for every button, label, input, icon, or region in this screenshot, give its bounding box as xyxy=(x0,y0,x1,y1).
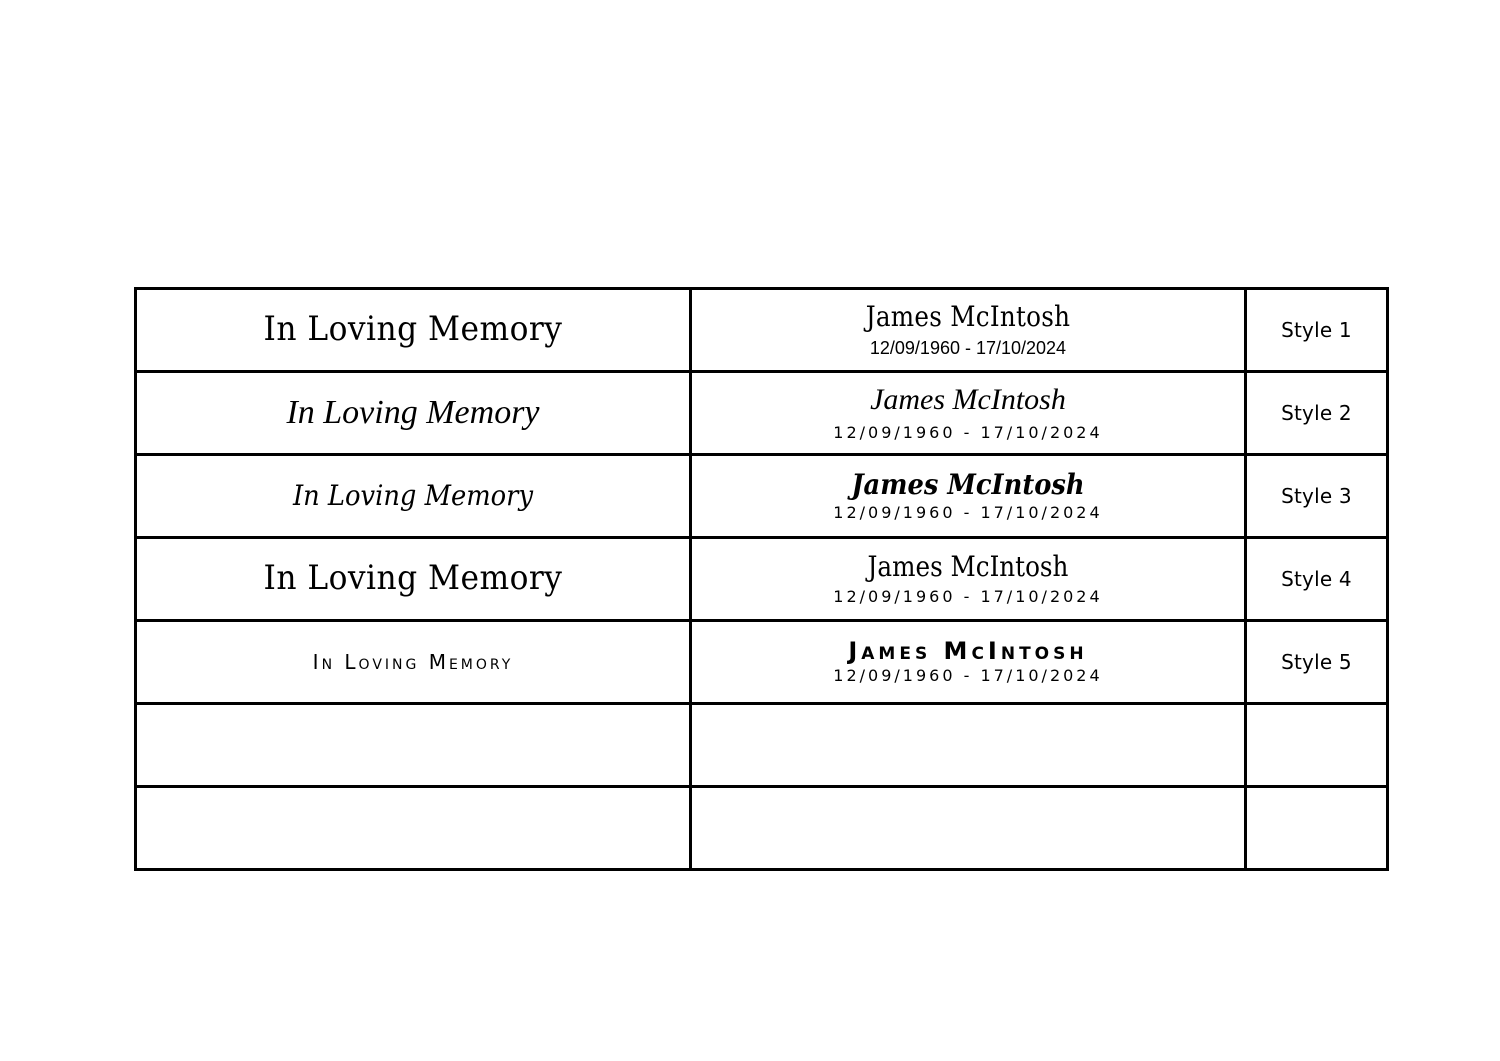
style-label: Style 2 xyxy=(1281,401,1352,425)
name-text: James McIntosh xyxy=(848,637,1088,665)
phrase-text: In Loving Memory xyxy=(286,394,540,432)
name-cell xyxy=(690,455,1245,538)
phrase-text: In Loving Memory xyxy=(292,479,534,513)
style-label: Style 4 xyxy=(1281,567,1352,591)
phrase-text: In Loving Memory xyxy=(263,309,563,350)
phrase-cell xyxy=(136,289,691,372)
table-row xyxy=(136,289,1388,372)
table-row xyxy=(136,621,1388,704)
empty-cell xyxy=(690,787,1245,870)
style-cell xyxy=(1245,289,1387,372)
name-cell xyxy=(690,621,1245,704)
style-label: Style 5 xyxy=(1281,650,1352,674)
style-label: Style 1 xyxy=(1281,318,1352,342)
empty-cell xyxy=(1245,704,1387,787)
dates-text: 12/09/1960 - 17/10/2024 xyxy=(869,338,1067,359)
memorial-styles-table xyxy=(134,287,1389,871)
empty-row xyxy=(136,704,1388,787)
empty-cell xyxy=(690,704,1245,787)
style-label: Style 3 xyxy=(1281,484,1352,508)
style-cell xyxy=(1245,538,1387,621)
empty-row xyxy=(136,787,1388,870)
empty-cell xyxy=(1245,787,1387,870)
name-text: James McIntosh xyxy=(865,299,1071,333)
style-cell xyxy=(1245,455,1387,538)
dates-text: 12/09/1960 - 17/10/2024 xyxy=(833,587,1103,607)
dates-text: 12/09/1960 - 17/10/2024 xyxy=(833,503,1103,523)
style-cell xyxy=(1245,372,1387,455)
phrase-text: In Loving Memory xyxy=(263,558,563,599)
phrase-cell xyxy=(136,372,691,455)
table-row xyxy=(136,538,1388,621)
name-text: James McIntosh xyxy=(870,382,1066,416)
name-text: James McIntosh xyxy=(867,549,1069,583)
table-row xyxy=(136,455,1388,538)
dates-text: 12/09/1960 - 17/10/2024 xyxy=(833,666,1103,686)
phrase-cell xyxy=(136,455,691,538)
empty-cell xyxy=(136,704,691,787)
phrase-cell xyxy=(136,621,691,704)
phrase-text: In Loving Memory xyxy=(312,649,514,674)
table-row xyxy=(136,372,1388,455)
dates-text: 12/09/1960 - 17/10/2024 xyxy=(833,423,1103,443)
name-cell xyxy=(690,289,1245,372)
phrase-cell xyxy=(136,538,691,621)
empty-cell xyxy=(136,787,691,870)
name-text: James McIntosh xyxy=(851,467,1085,501)
name-cell xyxy=(690,372,1245,455)
style-cell xyxy=(1245,621,1387,704)
name-cell xyxy=(690,538,1245,621)
